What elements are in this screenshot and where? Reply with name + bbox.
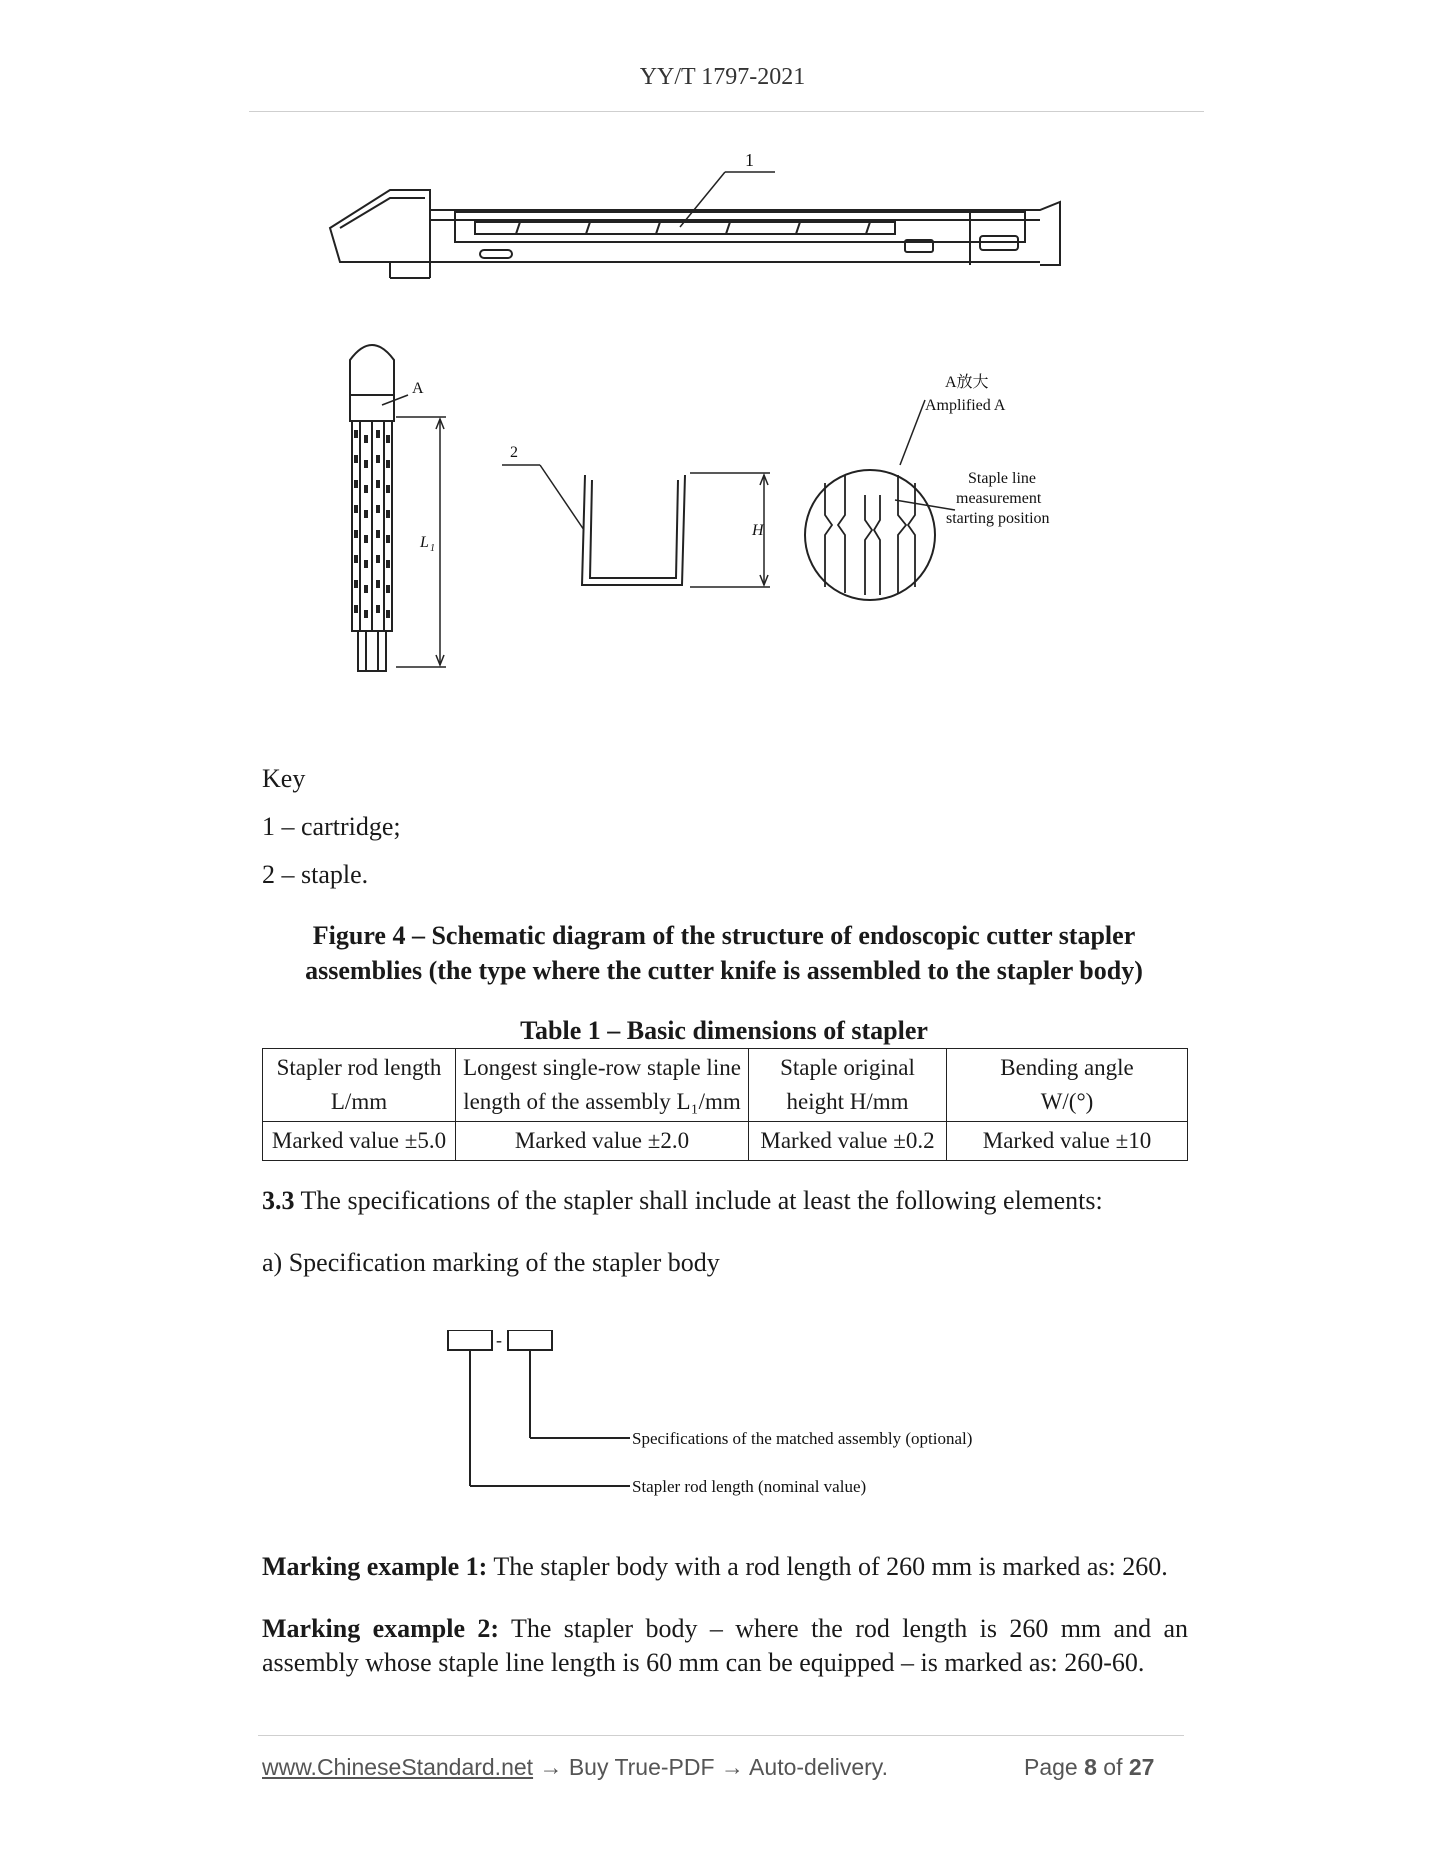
footer-tagline: → Buy True-PDF → Auto-delivery. — [533, 1754, 888, 1780]
item-a: a) Specification marking of the stapler body — [262, 1248, 720, 1277]
header-divider — [249, 111, 1204, 112]
example-1-label: Marking example 1: — [262, 1552, 488, 1581]
key-title: Key — [262, 764, 306, 793]
table-title: Table 1 – Basic dimensions of stapler — [520, 1016, 928, 1045]
table-cell: Marked value ±0.2 — [749, 1122, 947, 1161]
footer-link-area — [262, 1754, 888, 1781]
table-header-cell: Bending angle W/(°) — [947, 1049, 1188, 1122]
staple-line-label-3: starting position — [946, 510, 1050, 527]
table-row — [263, 1122, 1188, 1161]
table-header-cell: Staple original height H/mm — [749, 1049, 947, 1122]
section-3-3 — [262, 1184, 1103, 1218]
callout-label-A: A — [412, 380, 424, 397]
marking-example-1 — [262, 1550, 1168, 1584]
amplified-label-en: Amplified A — [925, 397, 1006, 414]
table-header-cell: Stapler rod length L/mm — [263, 1049, 456, 1122]
footer-url-link[interactable]: www.ChineseStandard.net — [262, 1754, 534, 1780]
staple-line-label-1: Staple line — [968, 470, 1036, 487]
key-item-1: 1 – cartridge; — [262, 812, 401, 841]
example-2-text: The stapler body – where the rod length is 260 mm and an assembly whose staple line length is 60 mm can be equipped – is marked as: 260-60. — [262, 1614, 1188, 1677]
callout-label-2: 2 — [510, 444, 518, 461]
page-total: 27 — [1128, 1754, 1155, 1780]
key-item-2: 2 – staple. — [262, 860, 369, 889]
example-1-text: The stapler body with a rod length of 260 mm is marked as: 260. — [487, 1552, 1168, 1581]
marking-example-2 — [262, 1612, 1188, 1680]
table-header-row — [263, 1049, 1188, 1122]
table-header-cell: Longest single-row staple line length of the assembly L₁/mm — [456, 1049, 749, 1122]
table-cell: Marked value ±10 — [947, 1122, 1188, 1161]
amplified-label-cn: A放大 — [945, 374, 989, 391]
dimension-label-L1-subscript: 1 — [430, 543, 435, 554]
footer-divider — [258, 1735, 1184, 1736]
cartridge-staple-detail-drawing — [340, 335, 1120, 725]
figure-caption — [262, 918, 1186, 988]
figure-caption-line-1: Figure 4 – Schematic diagram of the structure of endoscopic cutter stapler — [312, 921, 1136, 950]
figure-caption-line-2: assemblies (the type where the cutter knife is assembled to the stapler body) — [305, 956, 1143, 985]
table-cell: Marked value ±2.0 — [456, 1122, 749, 1161]
section-text: The specifications of the stapler shall include at least the following elements: — [294, 1186, 1103, 1215]
section-number: 3.3 — [262, 1186, 295, 1215]
spec-label-rod-length: Stapler rod length (nominal value) — [632, 1477, 867, 1496]
dimension-label-L1: L — [420, 534, 429, 551]
page-indicator: Page 8 of 27 — [1024, 1754, 1155, 1780]
table-cell: Marked value ±5.0 — [263, 1122, 456, 1161]
dimensions-table — [262, 1048, 1188, 1161]
spec-label-matched-assembly: Specifications of the matched assembly (optional) — [632, 1429, 973, 1448]
example-2-label: Marking example 2: — [262, 1614, 500, 1643]
staple-line-label-2: measurement — [956, 490, 1042, 507]
dimension-label-H: H — [752, 522, 764, 539]
callout-label-1: 1 — [745, 150, 754, 170]
cartridge-side-view-drawing — [320, 150, 1080, 310]
page-number: 8 — [1084, 1754, 1097, 1780]
spec-marking-diagram — [440, 1330, 1000, 1500]
spec-dash: - — [496, 1330, 502, 1350]
document-header: YY/T 1797-2021 — [639, 64, 806, 90]
